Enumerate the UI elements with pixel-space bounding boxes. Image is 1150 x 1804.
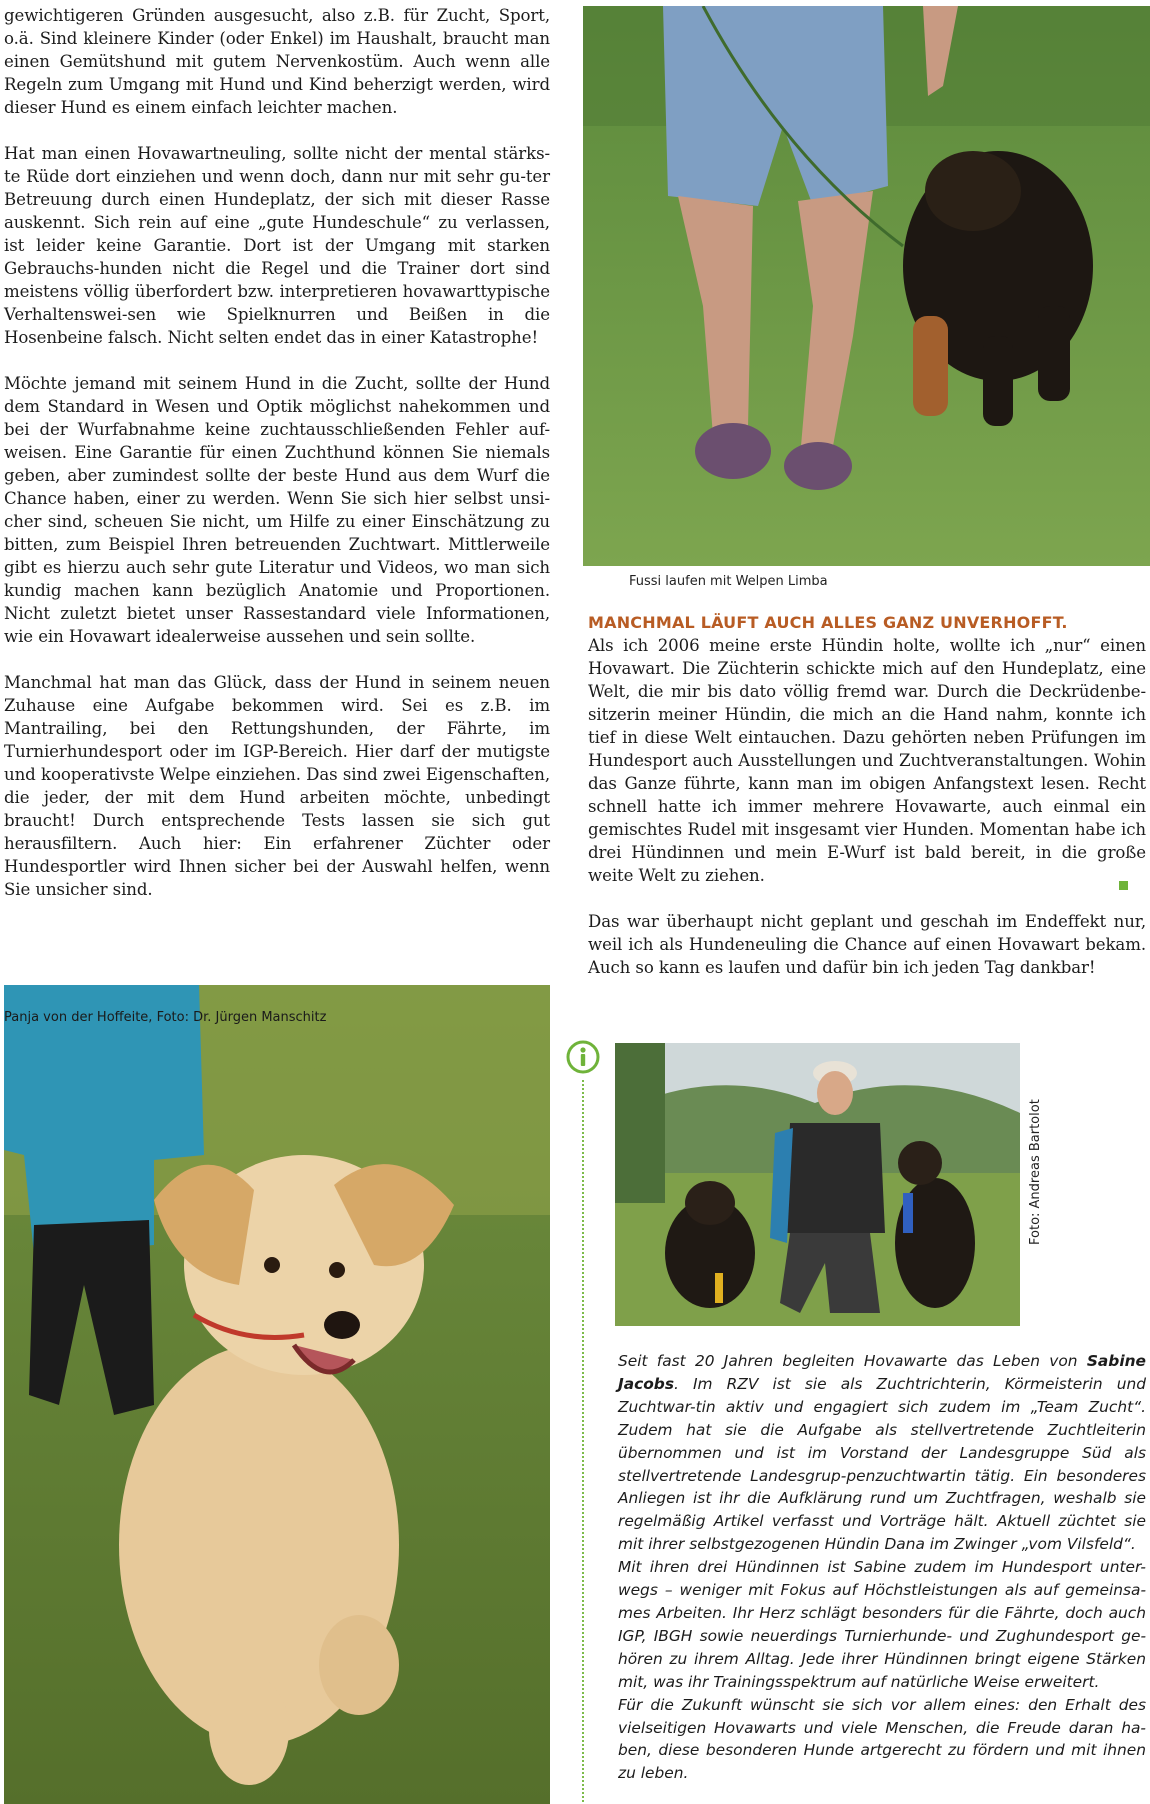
end-mark-square bbox=[1119, 881, 1128, 890]
photo-golden-puppy bbox=[4, 985, 550, 1804]
body-paragraph: Als ich 2006 meine erste Hündin holte, wollte ich „nur“ einen Hovawart. Die Züchterin schickte mich auf den Hundeplatz, eine Welt, die mir bis dato völlig fremd war. Durch die Deckrüdenbe-sitzerin meiner Hündin, die mich an die Hand nahm, konnte ich tief in diese Welt eintauchen. Dazu gehörten neben Prüfungen im Hundesport auch Ausstellungen und Zuchtveranstaltungen. Wohin das Ganze führte, kann man im obigen Anfangstext lesen. Recht schnell hatte ich immer mehrere Hovawarte, auch einmal ein gemischtes Rudel mit insgesamt vier Hunden. Momentan habe ich drei Hündinnen und mein E-Wurf ist bald bereit, in die große weite Welt zu ziehen. bbox=[588, 636, 1146, 885]
bio-paragraph: Mit ihren drei Hündinnen ist Sabine zudem im Hundesport unter-wegs – weniger mit Fokus auf Höchstleistungen als auf gemeinsa-mes Arbeiten. Ihr Herz schlägt besonders für die Fährte, doch auch IGP, IBGH sowie neuerdings Turnierhunde- und Zughundesport ge-hören zu ihrem Alltag. Jede ihrer Hündinnen bringt eigene Stärken mit, was ihr Trainingsspektrum auf natürliche Weise erweitert. bbox=[618, 1558, 1146, 1691]
left-text-column bbox=[4, 4, 550, 924]
body-paragraph: Manchmal hat man das Glück, dass der Hund in seinem neuen Zuhause eine Aufgabe bekommen wird. Sei es z.B. im Mantrailing, bei den Rettungshunden, der Fährte, im Turnierhundesport oder im IGP-Bereich. Hier darf der mutigste und kooperativste Welpe einziehen. Das sind zwei Eigenschaften, die jeder, der mit dem Hund arbeiten möchte, unbedingt braucht! Durch entsprechende Tests lassen sie sich gut herausfiltern. Auch hier: Ein erfahrener Züchter oder Hundesportler wird Ihnen sicher bei der Auswahl helfen, wenn Sie unsicher sind. bbox=[4, 673, 550, 899]
info-icon bbox=[566, 1040, 600, 1074]
bio-intro: Seit fast 20 Jahren begleiten Hovawarte das Leben von bbox=[618, 1352, 1078, 1370]
info-box-divider bbox=[582, 1080, 584, 1802]
author-bio bbox=[618, 1350, 1146, 1785]
photo-credit: Panja von der Hoffeite, Foto: Dr. Jürgen Manschitz bbox=[4, 1010, 327, 1025]
author-name: Sabine Jacobs bbox=[618, 1352, 1146, 1393]
photo-handler-with-puppy bbox=[583, 6, 1150, 566]
photo-sabine-with-dogs bbox=[615, 1043, 1020, 1326]
body-paragraph: gewichtigeren Gründen ausgesucht, also z.B. für Zucht, Sport, o.ä. Sind kleinere Kinder (oder Enkel) im Haushalt, braucht man einen Gemütshund mit gutem Nervenkostüm. Auch wenn alle Regeln zum Umgang mit Hund und Kind beherzigt werden, wird dieser Hund es einem einfach leichter machen. bbox=[4, 6, 550, 117]
body-paragraph: Das war überhaupt nicht geplant und geschah im Endeffekt nur, weil ich als Hundeneuling die Chance auf einen Hovawart bekam. Auch so kann es laufen und dafür bin ich jeden Tag dankbar! bbox=[588, 912, 1146, 977]
photo-caption: Fussi laufen mit Welpen Limba bbox=[629, 574, 828, 589]
photo-credit-vertical: Foto: Andreas Bartolot bbox=[1028, 1099, 1043, 1245]
bio-paragraph bbox=[618, 1350, 1146, 1556]
body-paragraph: Möchte jemand mit seinem Hund in die Zucht, sollte der Hund dem Standard in Wesen und Optik möglichst nahekommen und bei der Wurfabnahme keine zuchtausschließenden Fehler auf-weisen. Eine Garantie für einen Zuchthund können Sie niemals geben, aber zumindest sollte der beste Hund aus dem Wurf die Chance haben, einer zu werden. Wenn Sie sich hier selbst unsi-cher sind, scheuen Sie nicht, um Hilfe zu einer Einschätzung zu bitten, zum Beispiel Ihren betreuenden Zuchtwart. Mittlerweile gibt es hierzu auch sehr gute Literatur und Videos, wo man sich kundig machen kann bezüglich Anatomie und Proportionen. Nicht zuletzt bietet unser Rassestandard viele Informationen, wie ein Hovawart idealerweise aussehen und sein sollte. bbox=[4, 374, 550, 646]
body-paragraph: Hat man einen Hovawartneuling, sollte nicht der mental stärks-te Rüde dort einziehen und wenn doch, dann nur mit sehr gu-ter Betreuung durch einen Hundeplatz, der sich mit dieser Rasse auskennt. Sich rein auf eine „gute Hundeschule“ zu verlassen, ist leider keine Garantie. Dort ist der Umgang mit starken Gebrauchs-hunden nicht die Regel und die Trainer dort sind meistens völlig überfordert bzw. interpretieren hovawarttypische Verhaltenswei-sen wie Spielknurren und Beißen in die Hosenbeine falsch. Nicht selten endet das in einer Katastrophe! bbox=[4, 144, 550, 347]
right-text-column bbox=[588, 613, 1146, 979]
section-heading: MANCHMAL LÄUFT AUCH ALLES GANZ UNVERHOFFT. bbox=[588, 613, 1068, 632]
bio-paragraph: Für die Zukunft wünscht sie sich vor allem eines: den Erhalt des vielseitigen Hovawarts und viele Menschen, die Freude daran ha-ben, diese besonderen Hunde artgerecht zu fördern und mit ihnen zu leben. bbox=[618, 1695, 1146, 1783]
bio-text: . Im RZV ist sie als Zuchtrichterin, Körmeisterin und Zuchtwar-tin aktiv und engagiert sich zudem im „Team Zucht“. Zudem hat sie die Aufgabe als stellvertretende Zuchtleiterin übernommen und ist im Vorstand der Landesgruppe Süd als stellvertretende Landesgrup-penzuchtwartin tätig. Ein besonderes Anliegen ist ihr die Aufklärung rund um Zuchtfragen, weshalb sie regelmäßig Artikel verfasst und Vorträge hält. Aktuell züchtet sie mit ihrer selbstgezogenen Hündin Dana im Zwinger „vom Vilsfeld“. bbox=[618, 1374, 1146, 1554]
